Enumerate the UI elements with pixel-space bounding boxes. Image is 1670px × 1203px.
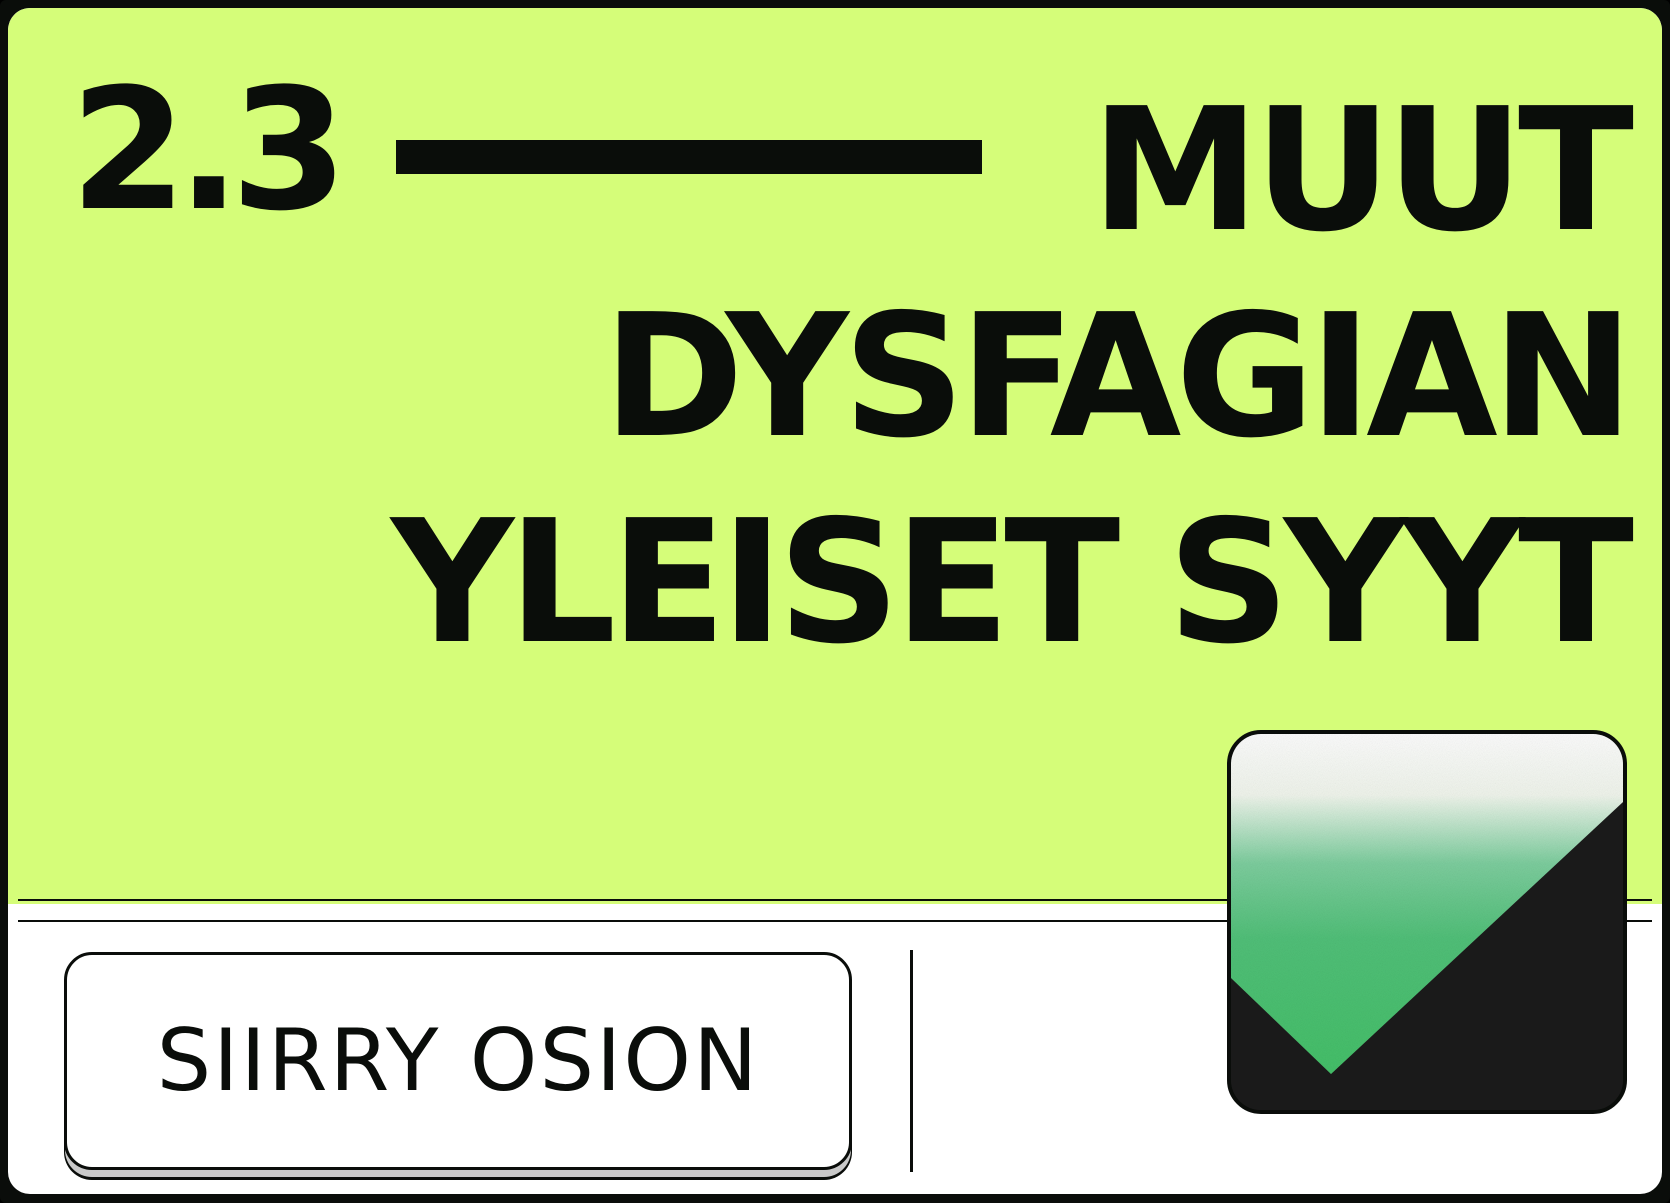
chevron-down-icon bbox=[1231, 734, 1623, 1110]
section-number: 2.3 bbox=[70, 52, 338, 248]
section-title-line: MUUT bbox=[1090, 72, 1628, 270]
goto-section-button[interactable]: SIIRRY OSION bbox=[64, 952, 852, 1170]
section-title bbox=[328, 68, 1628, 686]
vertical-divider bbox=[910, 950, 913, 1172]
section-thumbnail[interactable] bbox=[1227, 730, 1627, 1114]
section-title-line: DYSFAGIAN bbox=[602, 278, 1628, 476]
section-title-line: YLEISET SYYT bbox=[390, 484, 1628, 682]
